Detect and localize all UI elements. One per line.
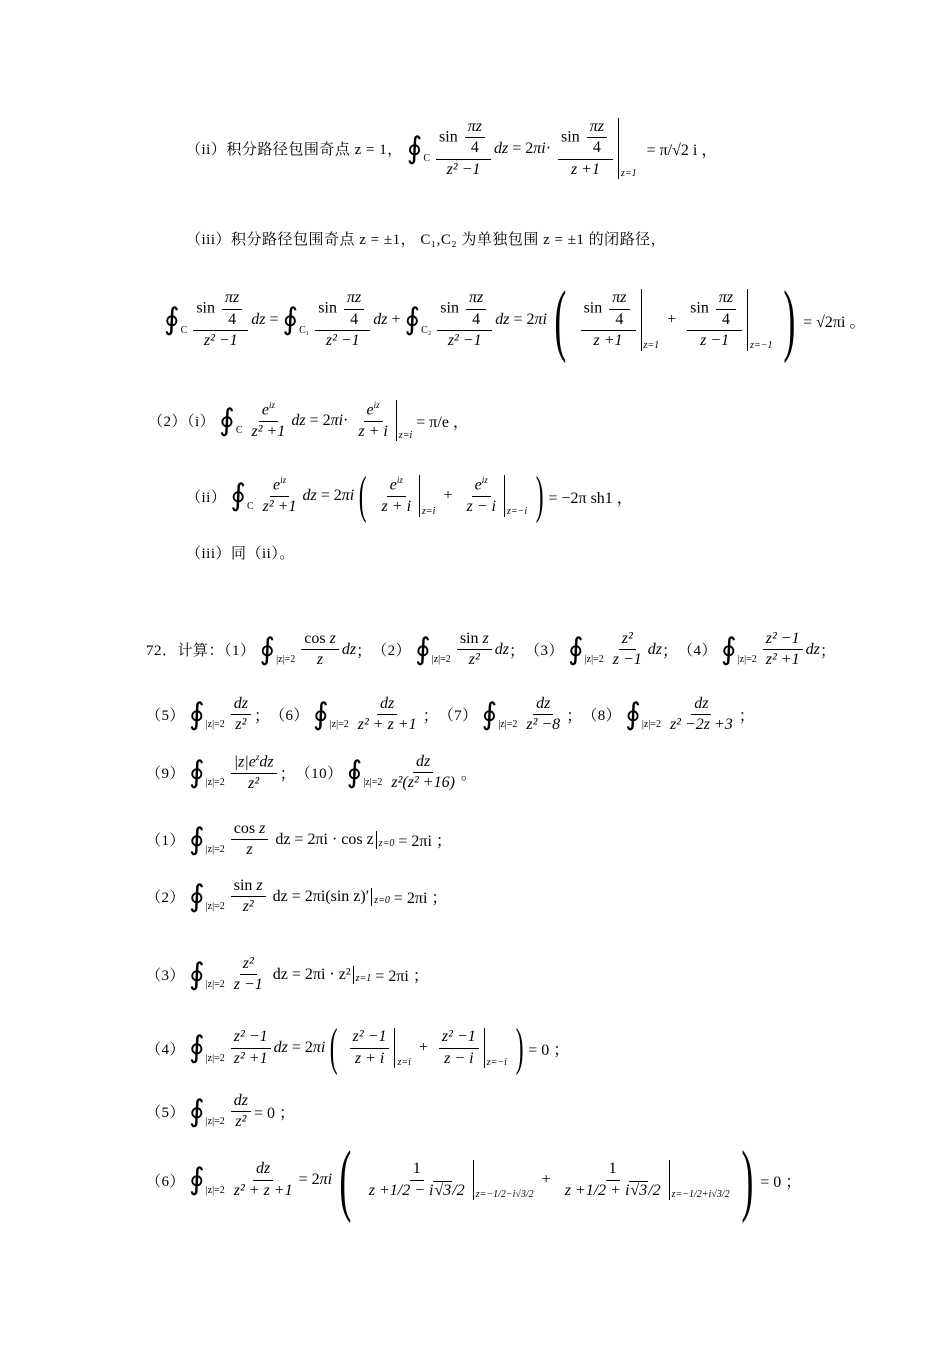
result: = −2π sh1 ， (548, 489, 633, 507)
contour-integral-icon: ∮ (219, 403, 235, 437)
problem-72-row2: （5） ∮ |z|=2 $\frac{dz}{\text{z²}}$ ； （6） ∮ |z|=2 $\frac{dz}{\text{z² + z +1}}$ ； （7） ∮ |z|=2 $\frac{dz}{\text{z² −8}}$ ； （8） ∮ |z|=2 $\frac{dz}{\text{z² −2z +3}}$ ； (146, 695, 755, 734)
result: = √2πi 。 (803, 313, 866, 331)
contour-integral-icon: ∮ (282, 303, 299, 336)
left-paren-icon: ( (358, 467, 367, 524)
case-label-ii: （ii）积分路径包围奇点 z = 1， (186, 142, 403, 159)
solution-6: （6） ∮ |z|=2 $\frac{dz}{\text{z² + z +1}}$ = 2 πi ( $\frac{1}{z +1/2 - i√3/2}$ z=−1/2−i√3/2 + $\frac{1}{z +1/2 + i√3/2}$ z=−1/2+i√3/2 ) = 0 ； (146, 1136, 802, 1224)
left-paren-icon: ( (554, 276, 567, 364)
result: = π/√2 i ， (646, 142, 718, 160)
eq-2-ii: （ii） ∮ C $\frac{e^{iz}}{\text{z² +1}}$ dz = 2 πi ( $\frac{e^{iz}}{z + i}$ z=i + $\frac{e^{iz}}{z - i}$ z=−i ) = −2π sh1 ， (186, 467, 633, 524)
contour-integral-icon: ∮ (404, 303, 421, 336)
contour-integral-icon: ∮ (406, 131, 423, 165)
case-2-iii-text: （iii）同（ii）。 (186, 546, 295, 562)
problem-72-row1: 72．计算：（1） ∮ |z|=2 $\frac{\text{cos z}}{z}$ dz ； （2） ∮ |z|=2 $\frac{\text{sin z}}{\text{z²}}$ dz ； （3） ∮ |z|=2 $\frac{\text{z²}}{z -1}$ dz ； （4） ∮ |z|=2 $\frac{\text{z² −1}}{\text{z² +1}}$ dz ； (146, 630, 836, 669)
solution-1: （1） ∮ |z|=2 $\frac{\text{cos z}}{z}$ dz = 2πi · cos z z=0 = 2πi ； (146, 820, 452, 859)
evaluation-bar: sin $\frac{\pi z}{4}$ z +1 z=1 (555, 118, 637, 179)
contour-integral-icon: ∮ (230, 479, 246, 512)
contour-integral-icon: ∮ (164, 303, 180, 336)
eq-iii-two-poles: ∮ C sin $\frac{\pi z}{4}$ z² −1 dz = ∮ C₁ sin $\frac{\pi z}{4}$ z² −1 dz + ∮ C₂ sin $\frac{\pi z}{4}$ z² −1 dz = 2 πi ( sin $\frac{\pi z}{4}$ z +1 z=1 + sin $\frac{\pi z}{4}$ z −1 z=−1 ) = √2πi 。 (164, 276, 866, 364)
integrand-fraction: sin $\frac{\pi z}{4}$ z² −1 (436, 118, 491, 179)
eq-2-i: （2）（i） ∮ C $\frac{e^{iz}}{\text{z² +1}}$ dz = 2 πi · $\frac{e^{iz}}{z + i}$ z=i = π/e ， (148, 400, 469, 442)
contour-sub: C (423, 153, 431, 165)
solution-4: （4） ∮ |z|=2 $\frac{\text{z² −1}}{\text{z² +1}}$ dz = 2 πi ( $\frac{\text{z² −1}}{z + i}$ z=i + $\frac{\text{z² −1}}{z - i}$ z=−i ) = 0 ； (146, 1019, 570, 1076)
problem-72-row3: （9） ∮ |z|=2 $\frac{|z|e^zdz}{\text{z²}}$ ； （10） ∮ |z|=2 $\frac{dz}{\text{z²(z² +16)}}$ 。 (146, 752, 477, 792)
solution-2: （2） ∮ |z|=2 $\frac{\text{sin z}}{\text{z²}}$ dz = 2πi(sin z)′ z=0 = 2πi ； (146, 877, 448, 916)
right-paren-icon: ) (535, 467, 544, 524)
solution-5: （5） ∮ |z|=2 $\frac{dz}{\text{z²}}$ = 0 ； (146, 1092, 296, 1131)
result: = π/e ， (416, 414, 469, 432)
case-iii-text: （iii）积分路径包围奇点 z = ±1， C₁,C₂ 为单独包围 z = ±1 的闭路径， (186, 232, 667, 248)
eq-ii-single-pole: （ii）积分路径包围奇点 z = 1， ∮ C sin $\frac{\pi z}{4}$ z² −1 dz = 2 πi · sin $\frac{\pi z}{4}$ z +1 z=1 = π/√2 i ， (186, 118, 718, 180)
right-paren-icon: ) (783, 276, 796, 364)
solution-3: （3） ∮ |z|=2 $\frac{\text{z²}}{z -1}$ dz = 2πi · z² z=1 = 2πi ； (146, 955, 429, 994)
